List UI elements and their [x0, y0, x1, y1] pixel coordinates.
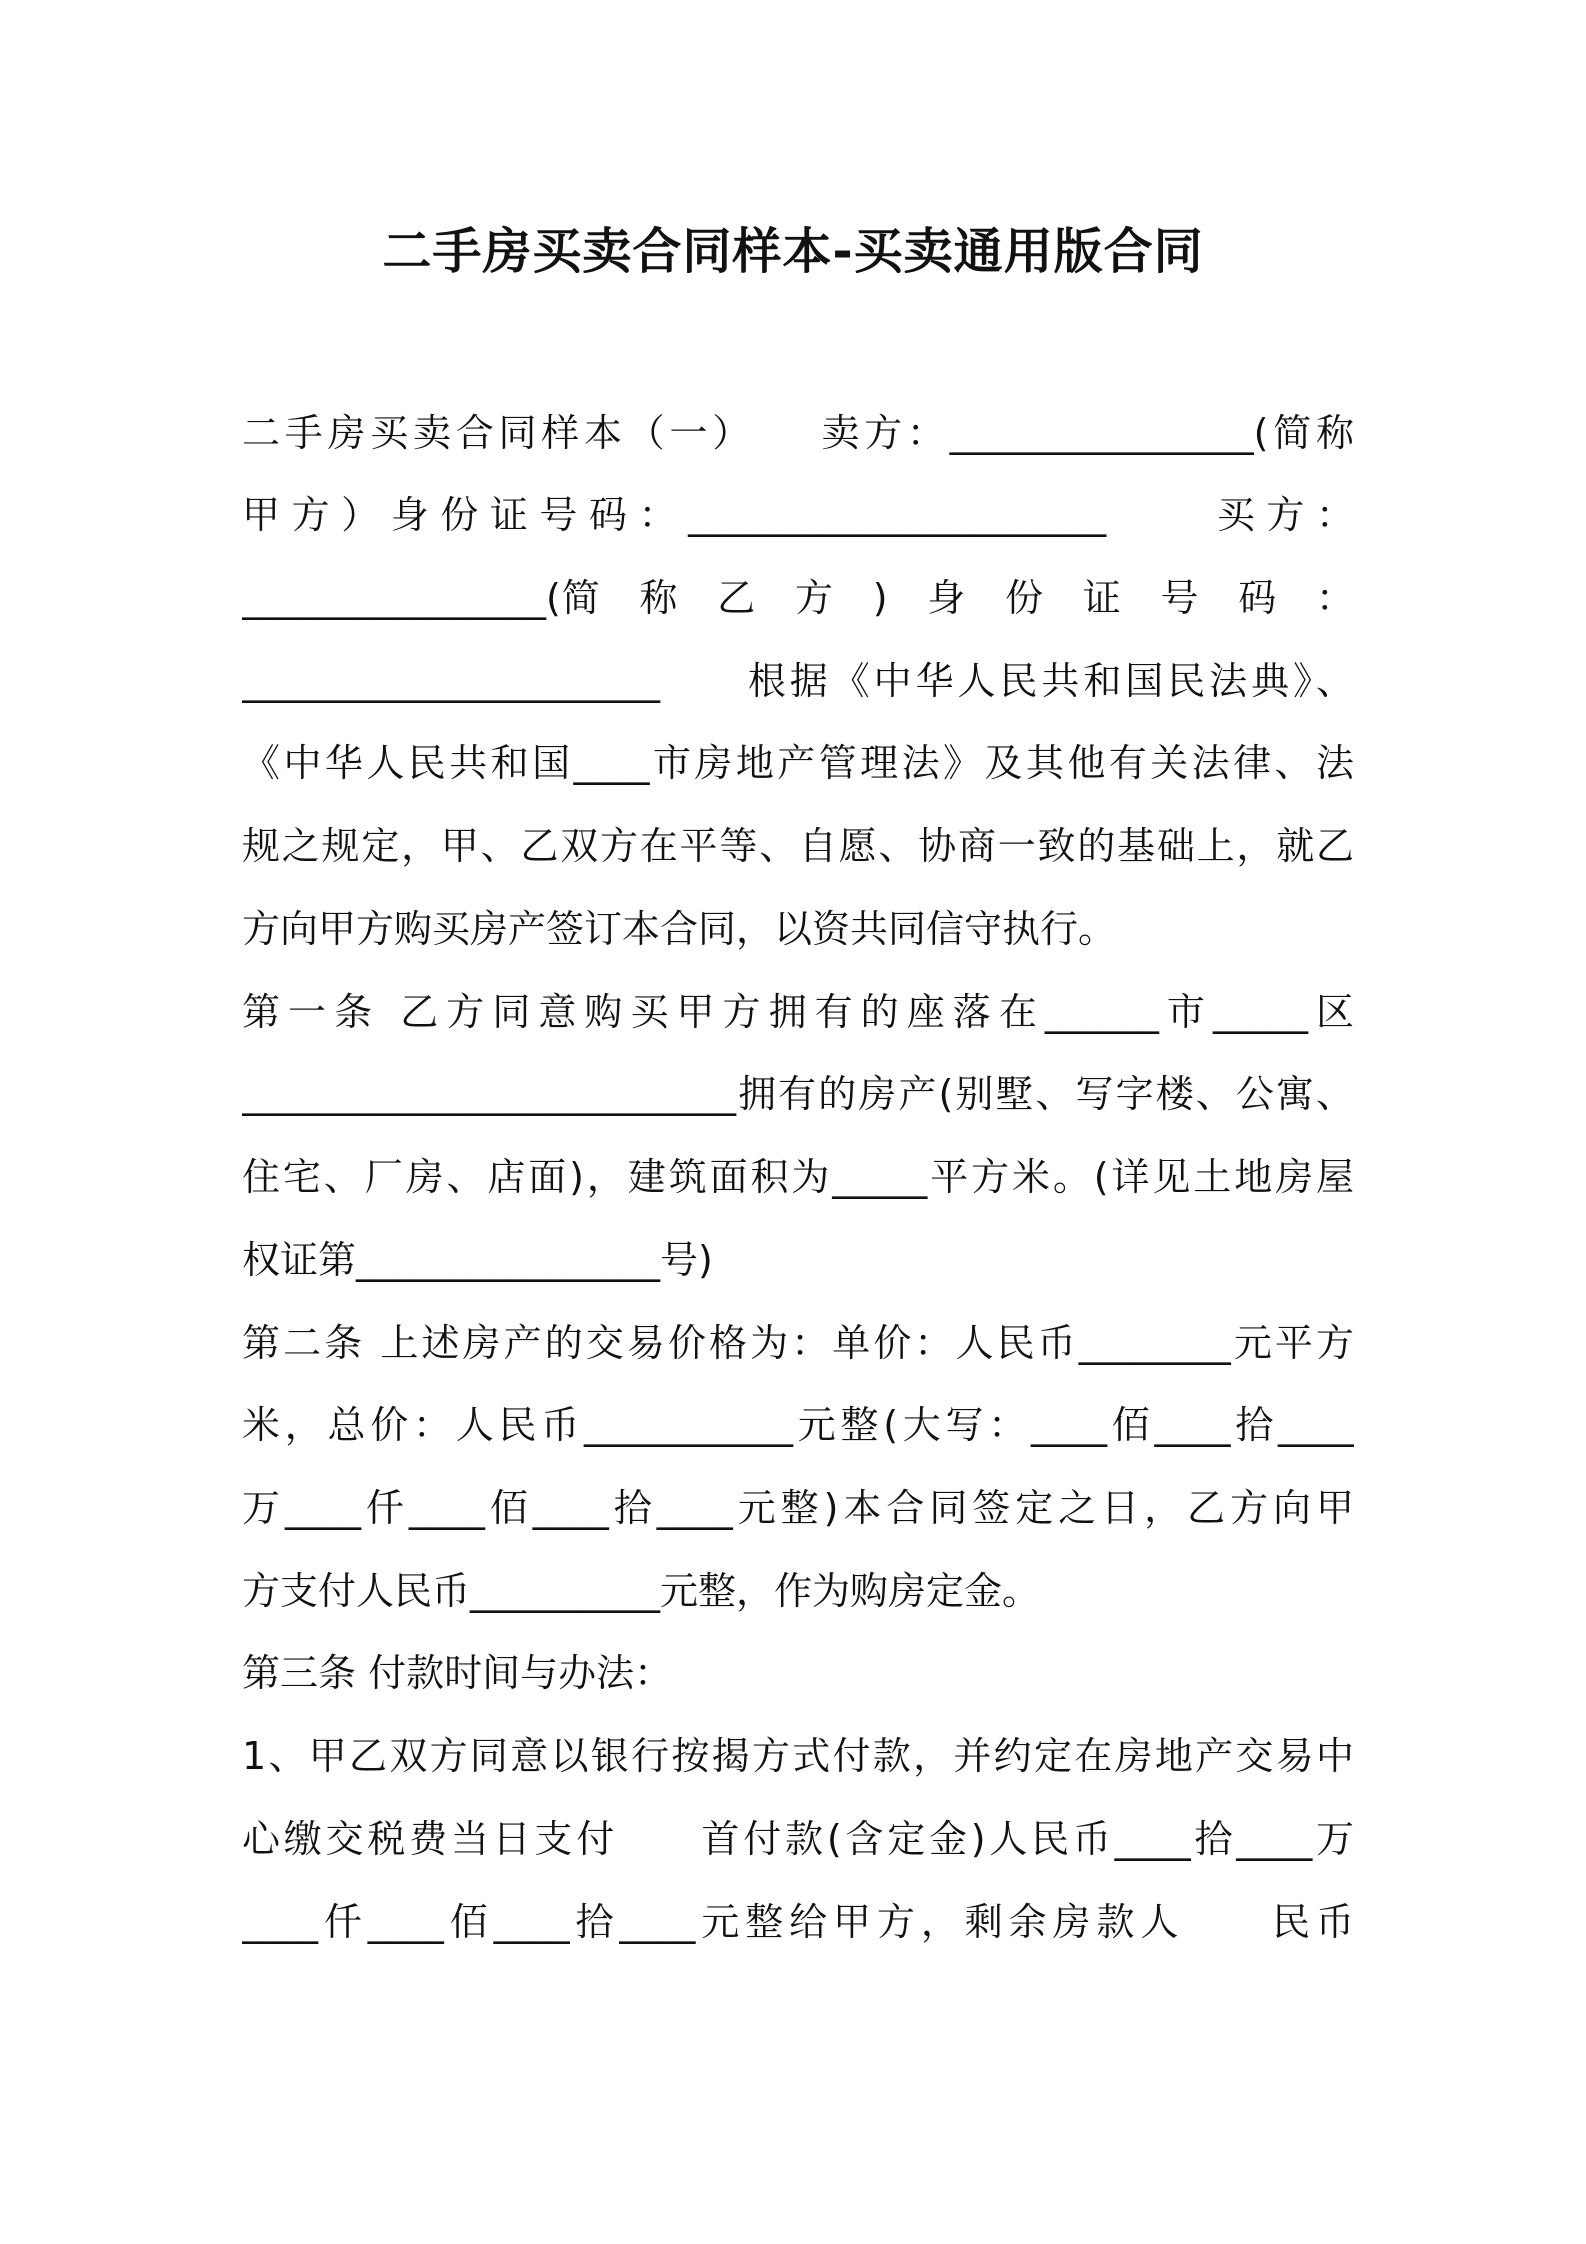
body-line-9: __________________________拥有的房产(别墅、写字楼、公寓、 [242, 1072, 1354, 1116]
body-line-6: 规之规定，甲、乙双方在平等、自愿、协商一致的基础上，就乙 [242, 824, 1354, 868]
body-line-4: ______________________ 根据《中华人民共和国民法典》、 [242, 659, 1354, 703]
body-line-5: 《中华人民共和国____市房地产管理法》及其他有关法律、法 [242, 741, 1354, 785]
body-line-13: 米，总价：人民币___________元整(大写：____佰____拾____ [242, 1403, 1354, 1447]
document-title: 二手房买卖合同样本-买卖通用版合同 [382, 223, 1204, 280]
body-line-16: 第三条 付款时间与办法： [242, 1651, 673, 1695]
body-line-12: 第二条 上述房产的交易价格为：单价：人民币________元平方 [242, 1321, 1354, 1365]
body-line-1: 二手房买卖合同样本（一） 卖方：________________(简称 [242, 411, 1354, 455]
body-line-18: 心缴交税费当日支付 首付款(含定金)人民币____拾____万 [242, 1817, 1354, 1861]
body-line-14: 万____仟____佰____拾____元整)本合同签定之日，乙方向甲 [242, 1486, 1354, 1530]
body-line-3: ________________(简 称 乙 方 ) 身 份 证 号 码 ： [242, 576, 1354, 620]
body-line-19: ____仟____佰____拾____元整给甲方，剩余房款人 民币 [242, 1900, 1354, 1944]
body-line-11: 权证第________________号) [242, 1238, 713, 1282]
body-line-8: 第一条 乙方同意购买甲方拥有的座落在______市_____区 [242, 990, 1354, 1034]
body-line-10: 住宅、厂房、店面)，建筑面积为_____平方米。(详见土地房屋 [242, 1155, 1354, 1199]
body-line-17: 1、甲乙双方同意以银行按揭方式付款，并约定在房地产交易中 [242, 1734, 1354, 1778]
body-line-7: 方向甲方购买房产签订本合同，以资共同信守执行。 [242, 907, 1117, 951]
body-line-15: 方支付人民币__________元整，作为购房定金。 [242, 1569, 1041, 1613]
body-line-2: 甲方）身份证号码：______________________ 买方： [242, 493, 1354, 537]
